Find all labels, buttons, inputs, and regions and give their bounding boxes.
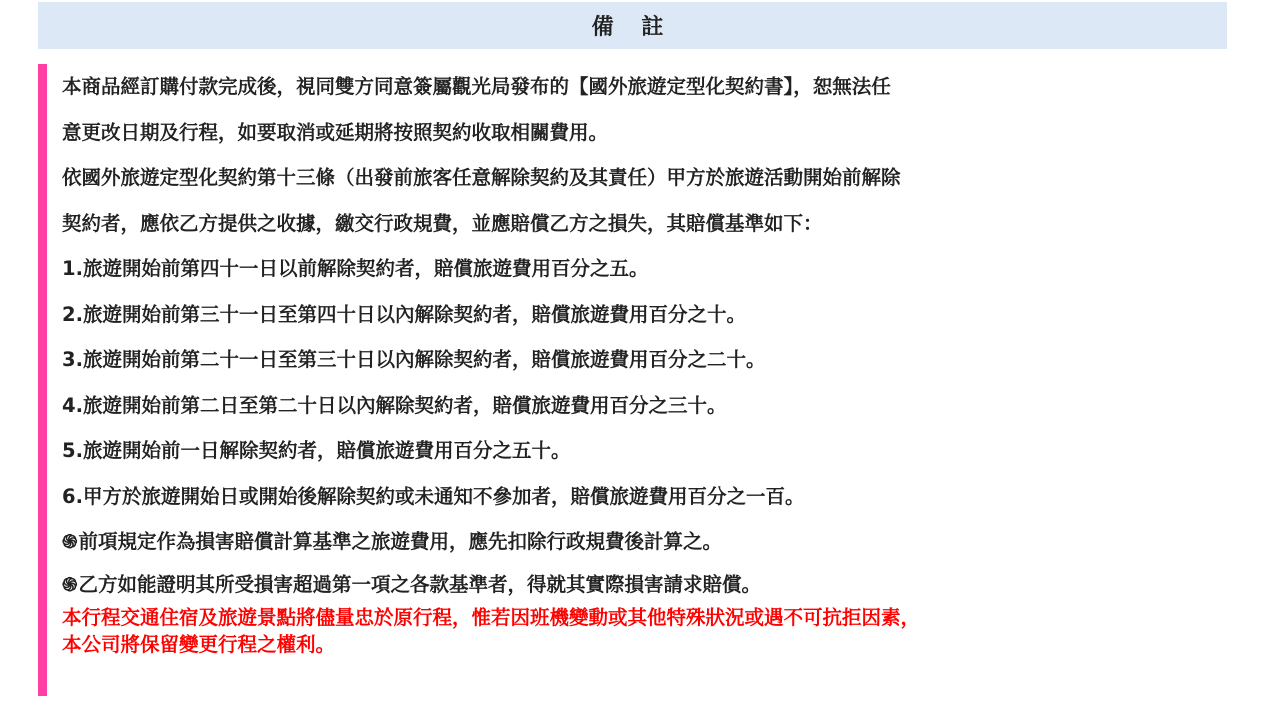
swirl-bullet-icon: ֍ bbox=[62, 573, 78, 596]
swirl-bullet-icon: ֍ bbox=[62, 531, 78, 553]
compensation-item-3: 3.旅遊開始前第二十一日至第三十日以內解除契約者，賠償旅遊費用百分之二十。 bbox=[62, 348, 766, 371]
itinerary-change-notice-line-1: 本行程交通住宿及旅遊景點將儘量忠於原行程，惟若因班機變動或其他特殊狀況或遇不可抗拒因素， bbox=[62, 605, 921, 629]
cancellation-policy-line-1: 依國外旅遊定型化契約第十三條（出發前旅客任意解除契約及其責任）甲方於旅遊活動開始前解除 bbox=[62, 166, 901, 189]
accent-bar bbox=[38, 64, 47, 696]
compensation-item-6: 6.甲方於旅遊開始日或開始後解除契約或未通知不參加者，賠償旅遊費用百分之一百。 bbox=[62, 484, 805, 508]
note-fee-basis-text: 前項規定作為損害賠償計算基準之旅遊費用，應先扣除行政規費後計算之。 bbox=[78, 530, 723, 553]
contract-notice-line-2: 意更改日期及行程，如要取消或延期將按照契約收取相關費用。 bbox=[62, 120, 609, 144]
remarks-section bbox=[38, 64, 1227, 696]
remarks-title: 備 註 bbox=[591, 15, 674, 40]
compensation-item-2: 2.旅遊開始前第三十一日至第四十日以內解除契約者，賠償旅遊費用百分之十。 bbox=[62, 302, 746, 326]
note-actual-damages bbox=[62, 566, 1227, 604]
note-fee-basis bbox=[62, 519, 1227, 566]
cancellation-policy-line-2: 契約者，應依乙方提供之收據，繳交行政規費，並應賠償乙方之損失，其賠償基準如下： bbox=[62, 211, 823, 235]
compensation-item-5: 5.旅遊開始前一日解除契約者，賠償旅遊費用百分之五十。 bbox=[62, 439, 571, 462]
itinerary-change-notice-line-2: 本公司將保留變更行程之權利。 bbox=[62, 632, 336, 656]
remarks-header bbox=[38, 2, 1227, 49]
compensation-item-1: 1.旅遊開始前第四十一日以前解除契約者，賠償旅遊費用百分之五。 bbox=[62, 257, 649, 280]
contract-notice-line-1: 本商品經訂購付款完成後，視同雙方同意簽屬觀光局發布的【國外旅遊定型化契約書】，恕無法任 bbox=[62, 75, 891, 98]
note-actual-damages-text: 乙方如能證明其所受損害超過第一項之各款基準者，得就其實際損害請求賠償。 bbox=[78, 572, 762, 596]
remarks-content bbox=[62, 64, 1227, 658]
compensation-item-4: 4.旅遊開始前第二日至第二十日以內解除契約者，賠償旅遊費用百分之三十。 bbox=[62, 393, 727, 417]
